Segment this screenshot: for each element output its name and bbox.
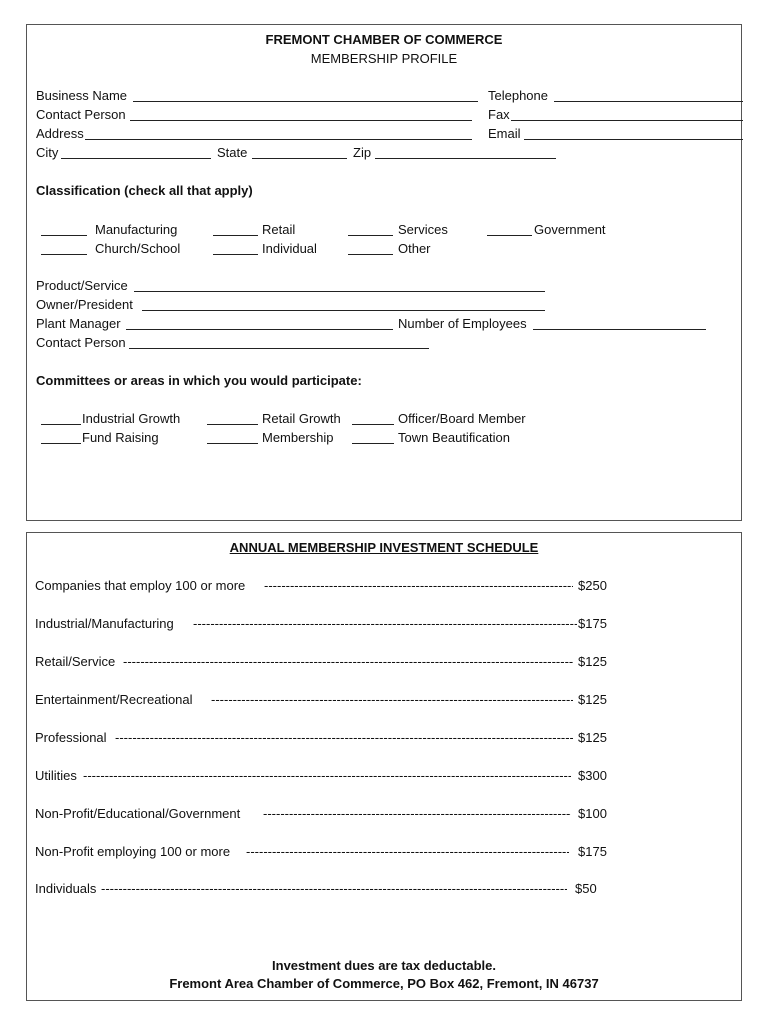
address-label: Address (36, 126, 84, 141)
schedule-item-label: Entertainment/Recreational (35, 692, 193, 707)
plant-manager-field[interactable] (126, 329, 393, 330)
fax-label: Fax (488, 107, 510, 122)
email-field[interactable] (524, 139, 743, 140)
fund-raising-label: Fund Raising (82, 430, 159, 445)
industrial-growth-check[interactable] (41, 424, 81, 425)
government-label: Government (534, 222, 606, 237)
leader-dots (101, 881, 567, 897)
leader-dots (193, 616, 577, 632)
manufacturing-check[interactable] (41, 235, 87, 236)
government-check[interactable] (487, 235, 532, 236)
other-label: Other (398, 241, 431, 256)
schedule-item-price: $125 (578, 654, 607, 669)
investment-schedule-section (26, 532, 742, 1001)
contact-person-label: Contact Person (36, 107, 126, 122)
membership-profile-section (26, 24, 742, 521)
schedule-item-label: Utilities (35, 768, 77, 783)
product-service-field[interactable] (134, 291, 545, 292)
number-of-employees-label: Number of Employees (398, 316, 527, 331)
contact-person-field[interactable] (130, 120, 472, 121)
church-school-label: Church/School (95, 241, 181, 256)
tax-note: Investment dues are tax deductable. (272, 958, 496, 973)
leader-dots (264, 578, 573, 594)
state-field[interactable] (252, 158, 347, 159)
leader-dots (123, 654, 573, 670)
retail-growth-label: Retail Growth (262, 411, 341, 426)
schedule-item-price: $300 (578, 768, 607, 783)
other-check[interactable] (348, 254, 393, 255)
individual-label: Individual (262, 241, 317, 256)
schedule-item-price: $250 (578, 578, 607, 593)
schedule-item-price: $50 (575, 881, 597, 896)
committees-heading: Committees or areas in which you would participate: (36, 373, 362, 388)
leader-dots (115, 730, 573, 746)
services-label: Services (398, 222, 448, 237)
membership-label: Membership (262, 430, 334, 445)
contact-person-2-label: Contact Person (36, 335, 126, 350)
retail-check[interactable] (213, 235, 258, 236)
zip-field[interactable] (375, 158, 556, 159)
fax-field[interactable] (511, 120, 743, 121)
schedule-item-label: Non-Profit employing 100 or more (35, 844, 231, 859)
industrial-growth-label: Industrial Growth (82, 411, 181, 426)
schedule-item-label: Retail/Service (35, 654, 116, 669)
town-beautification-check[interactable] (352, 443, 394, 444)
schedule-item-label: Professional (35, 730, 107, 745)
telephone-field[interactable] (554, 101, 743, 102)
leader-dots (83, 768, 571, 784)
state-label: State (217, 145, 248, 160)
email-label: Email (488, 126, 521, 141)
zip-label: Zip (353, 145, 372, 160)
fund-raising-check[interactable] (41, 443, 81, 444)
plant-manager-label: Plant Manager (36, 316, 121, 331)
product-service-label: Product/Service (36, 278, 128, 293)
individual-check[interactable] (213, 254, 258, 255)
address-field[interactable] (85, 139, 472, 140)
schedule-item-price: $125 (578, 730, 607, 745)
schedule-item-price: $175 (578, 616, 607, 631)
retail-growth-check[interactable] (207, 424, 258, 425)
owner-president-label: Owner/President (36, 297, 133, 312)
owner-president-field[interactable] (142, 310, 545, 311)
leader-dots (211, 692, 573, 708)
org-title: FREMONT CHAMBER OF COMMERCE (265, 32, 503, 47)
business-name-field[interactable] (133, 101, 478, 102)
schedule-item-label: Industrial/Manufacturing (35, 616, 174, 631)
schedule-item-price: $100 (578, 806, 607, 821)
contact-person-2-field[interactable] (129, 348, 429, 349)
officer-board-label: Officer/Board Member (398, 411, 526, 426)
city-field[interactable] (61, 158, 211, 159)
business-name-label: Business Name (36, 88, 128, 103)
chamber-address: Fremont Area Chamber of Commerce, PO Box 462, Fremont, IN 46737 (169, 976, 599, 991)
retail-label: Retail (262, 222, 296, 237)
number-of-employees-field[interactable] (533, 329, 706, 330)
form-subtitle: MEMBERSHIP PROFILE (310, 51, 458, 66)
city-label: City (36, 145, 59, 160)
manufacturing-label: Manufacturing (95, 222, 178, 237)
schedule-item-price: $175 (578, 844, 607, 859)
leader-dots (263, 806, 571, 822)
schedule-item-label: Non-Profit/Educational/Government (35, 806, 241, 821)
officer-board-check[interactable] (352, 424, 394, 425)
schedule-title: ANNUAL MEMBERSHIP INVESTMENT SCHEDULE (229, 540, 539, 555)
classification-heading: Classification (check all that apply) (36, 183, 253, 198)
leader-dots (246, 844, 569, 860)
schedule-item-label: Companies that employ 100 or more (35, 578, 246, 593)
telephone-label: Telephone (488, 88, 548, 103)
town-beautification-label: Town Beautification (398, 430, 511, 445)
schedule-item-price: $125 (578, 692, 607, 707)
membership-check[interactable] (207, 443, 258, 444)
church-school-check[interactable] (41, 254, 87, 255)
services-check[interactable] (348, 235, 393, 236)
schedule-item-label: Individuals (35, 881, 97, 896)
